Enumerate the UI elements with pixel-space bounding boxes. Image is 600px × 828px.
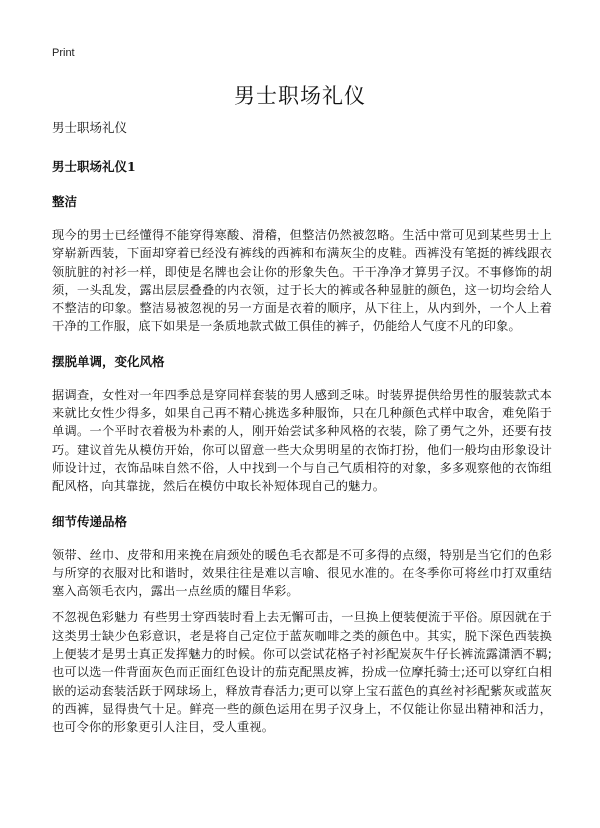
- section-heading: 摆脱单调，变化风格: [52, 353, 165, 369]
- document-body: [52, 118, 552, 753]
- section-heading: 细节传递品格: [52, 513, 128, 529]
- section-style-variation: [52, 352, 552, 496]
- section-heading: 整洁: [52, 194, 78, 209]
- document-subtitle: 男士职场礼仪: [52, 120, 128, 135]
- paragraph: 现今的男士已经懂得不能穿得寒酸、滑稽，但整洁仍然被忽略。生活中常可见到某些男士上穿崭新西装，下面却穿着已经没有裤线的西裤和布满灰尘的皮鞋。西裤没有笔挺的裤线跟衣领肮脏的衬衫一样，即使是名牌也会让你的形象失色。干干净净才算男子汉。不事修饰的胡须，一头乱发，露出层层叠叠的内衣领，过于长大的裤或各种显脏的颜色，这一切均会给人不整洁的印象。整洁易被忽视的另一方面是衣着的顺序，从下往上，从内到外，一个人上着干净的工作服，底下如果是一条质地款式做工俱佳的裤子，仍能给人气度不凡的印象。: [52, 228, 552, 334]
- document-title: 男士职场礼仪: [234, 84, 366, 108]
- paragraph: 领带、丝巾、皮带和用来挽在肩颈处的暖色毛衣都是不可多得的点缀，特别是当它们的色彩与所穿的衣服对比和谐时，效果往往是难以言喻、很见水准的。在冬季你可将丝巾打双重结塞入高领毛衣内，露出一点丝质的耀目华彩。: [52, 547, 552, 599]
- paragraph: 据调查，女性对一年四季总是穿同样套装的男人感到乏味。时装界提供给男性的服装款式本来就比女性少得多，如果自己再不精心挑选多种服饰，只在几种颜色式样中取舍，难免陷于单调。一个平时衣着极为朴素的人，刚开始尝试多种风格的衣装，除了勇气之外，还要有技巧。建议首先从模仿开始，你可以留意一些大众男明星的衣饰打扮，他们一般均由形象设计师设计过，衣饰品味自然不俗，人中找到一个与自己气质相符的对象，多多观察他的衣饰组配风格，向其靠拢，然后在模仿中取长补短体现自己的魅力。: [52, 387, 552, 494]
- section-cleanliness: [52, 192, 552, 336]
- section-details: [52, 512, 552, 737]
- main-section-heading: 男士职场礼仪1: [52, 159, 136, 174]
- paragraph: 不忽视色彩魅力 有些男士穿西装时看上去无懈可击，一旦换上便装便流于平俗。原因就在于这类男士缺少色彩意识，老是将自己定位于蓝灰咖啡之类的颜色中。其实，脱下深色西装换上便装才是男士真正发挥魅力的时候。你可以尝试花格子衬衫配炭灰牛仔长裤流露潇洒不羁;也可以选一件背面灰色而正面红色设计的茄克配黑皮裤，扮成一位摩托骑士;还可以穿红白相嵌的运动套装活跃于网球场上，释放青春活力;更可以穿上宝石蓝色的真丝衬衫配紫灰或蓝灰的西裤，显得贵气十足。鲜亮一些的颜色运用在男子汉身上，不仅能让你显出精神和活力，也可令你的形象更引人注目，受人重视。: [52, 610, 552, 735]
- print-link[interactable]: Print: [52, 47, 75, 59]
